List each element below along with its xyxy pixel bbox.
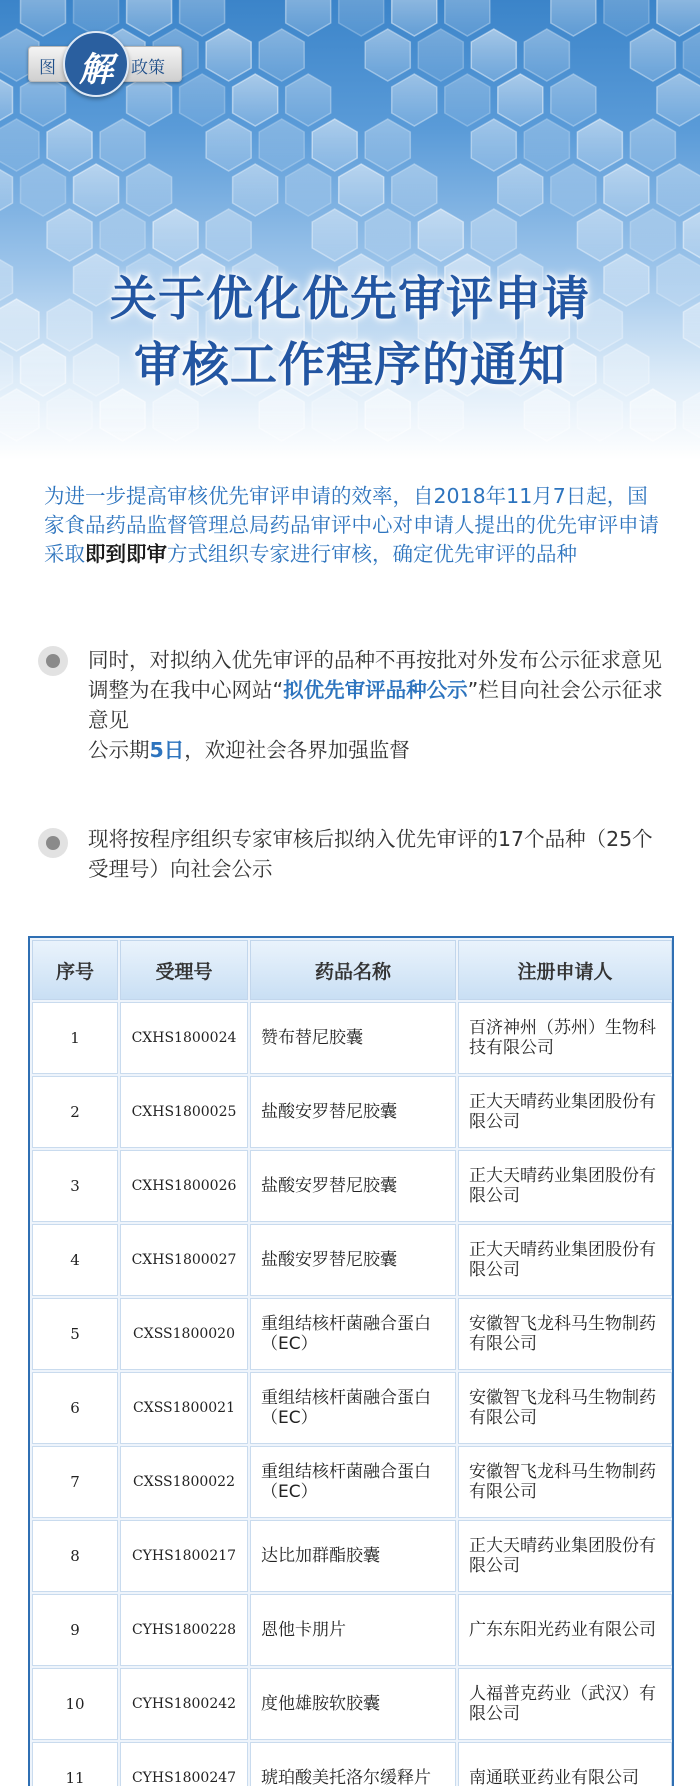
header-acceptance-no: 受理号: [120, 940, 248, 1000]
row-index: 9: [32, 1594, 118, 1666]
row-applicant: 安徽智飞龙科马生物制药有限公司: [458, 1298, 672, 1370]
bullet1-line3: 公示期5日，欢迎社会各界加强监督: [88, 738, 410, 762]
row-index: 8: [32, 1520, 118, 1592]
row-applicant: 正大天晴药业集团股份有限公司: [458, 1520, 672, 1592]
row-acceptance-no: CXSS1800020: [120, 1298, 248, 1370]
row-drug-name: 赞布替尼胶囊: [250, 1002, 456, 1074]
row-acceptance-no: CXSS1800021: [120, 1372, 248, 1444]
table-row: [32, 1446, 672, 1518]
intro-text-2: 方式组织专家进行审核，确定优先审评的品种: [167, 542, 577, 566]
row-drug-name: 琥珀酸美托洛尔缓释片: [250, 1742, 456, 1786]
row-acceptance-no: CYHS1800217: [120, 1520, 248, 1592]
bullet1-line1: 同时，对拟纳入优先审评的品种不再按批对外发布公示征求意见: [88, 648, 662, 672]
row-acceptance-no: CYHS1800242: [120, 1668, 248, 1740]
row-applicant: 安徽智飞龙科马生物制药有限公司: [458, 1372, 672, 1444]
row-index: 10: [32, 1668, 118, 1740]
table-header-row: [32, 940, 672, 1000]
row-acceptance-no: CXHS1800027: [120, 1224, 248, 1296]
table-row: [32, 1668, 672, 1740]
header-drug-name: 药品名称: [250, 940, 456, 1000]
row-drug-name: 度他雄胺软胶囊: [250, 1668, 456, 1740]
table-row: [32, 1150, 672, 1222]
policy-badge: [28, 46, 182, 90]
row-index: 1: [32, 1002, 118, 1074]
table-row: [32, 1742, 672, 1786]
row-applicant: 正大天晴药业集团股份有限公司: [458, 1224, 672, 1296]
intro-highlight: 即到即审: [85, 542, 167, 566]
bullet-text-1: [88, 645, 666, 765]
row-index: 6: [32, 1372, 118, 1444]
row-acceptance-no: CYHS1800228: [120, 1594, 248, 1666]
header-banner: [0, 0, 700, 460]
intro-paragraph: [44, 482, 664, 569]
badge-center-label: 解: [79, 50, 113, 90]
row-applicant: 正大天晴药业集团股份有限公司: [458, 1076, 672, 1148]
table-row: [32, 1224, 672, 1296]
table-row: [32, 1372, 672, 1444]
table-row: [32, 1520, 672, 1592]
row-index: 5: [32, 1298, 118, 1370]
row-drug-name: 盐酸安罗替尼胶囊: [250, 1224, 456, 1296]
bullet1-line2: 调整为在我中心网站“拟优先审评品种公示”栏目向社会公示征求意见: [88, 678, 663, 732]
row-acceptance-no: CXHS1800026: [120, 1150, 248, 1222]
row-applicant: 安徽智飞龙科马生物制药有限公司: [458, 1446, 672, 1518]
row-applicant: 广东东阳光药业有限公司: [458, 1594, 672, 1666]
drug-list-table: [28, 936, 674, 1786]
table-row: [32, 1076, 672, 1148]
page-title-line2: 审核工作程序的通知: [134, 338, 566, 393]
table-row: [32, 1594, 672, 1666]
row-acceptance-no: CXHS1800025: [120, 1076, 248, 1148]
row-drug-name: 重组结核杆菌融合蛋白（EC）: [250, 1298, 456, 1370]
header-index: 序号: [32, 940, 118, 1000]
row-drug-name: 达比加群酯胶囊: [250, 1520, 456, 1592]
intro-text-1: 为进一步提高审核优先审评申请的效率，自2018年11月7日起，国家食品药品监督管理总局药品审评中心对申请人提出的优先审评申请采取: [44, 484, 659, 566]
row-drug-name: 盐酸安罗替尼胶囊: [250, 1150, 456, 1222]
page-title-line1: 关于优化优先审评申请: [110, 272, 590, 327]
bullet-dot-icon: [38, 646, 70, 678]
row-index: 2: [32, 1076, 118, 1148]
row-acceptance-no: CXSS1800022: [120, 1446, 248, 1518]
speech-circle-icon: [63, 31, 129, 97]
row-drug-name: 恩他卡朋片: [250, 1594, 456, 1666]
row-applicant: 正大天晴药业集团股份有限公司: [458, 1150, 672, 1222]
row-applicant: 人福普克药业（武汉）有限公司: [458, 1668, 672, 1740]
table-row: [32, 1002, 672, 1074]
row-drug-name: 重组结核杆菌融合蛋白（EC）: [250, 1372, 456, 1444]
row-index: 3: [32, 1150, 118, 1222]
row-index: 4: [32, 1224, 118, 1296]
row-acceptance-no: CYHS1800247: [120, 1742, 248, 1786]
row-applicant: 南通联亚药业有限公司: [458, 1742, 672, 1786]
row-acceptance-no: CXHS1800024: [120, 1002, 248, 1074]
badge-right-label: 政策: [131, 58, 165, 78]
header-applicant: 注册申请人: [458, 940, 672, 1000]
row-index: 7: [32, 1446, 118, 1518]
row-applicant: 百济神州（苏州）生物科技有限公司: [458, 1002, 672, 1074]
bullet-text-2: 现将按程序组织专家审核后拟纳入优先审评的17个品种（25个受理号）向社会公示: [88, 827, 653, 881]
row-drug-name: 重组结核杆菌融合蛋白（EC）: [250, 1446, 456, 1518]
badge-left-label: 图: [39, 58, 56, 78]
row-drug-name: 盐酸安罗替尼胶囊: [250, 1076, 456, 1148]
row-index: 11: [32, 1742, 118, 1786]
bullet-dot-icon: [38, 828, 70, 860]
table-row: [32, 1298, 672, 1370]
